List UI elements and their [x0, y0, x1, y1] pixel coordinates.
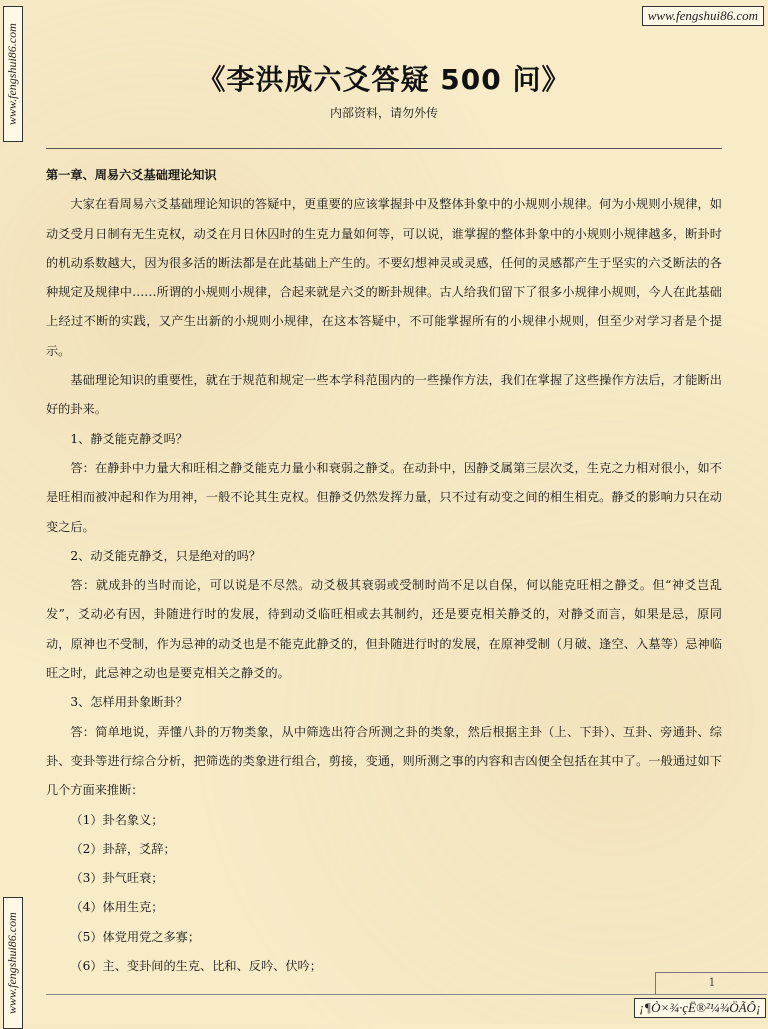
side-watermark-bottom: www.fengshui86.com [3, 897, 23, 1029]
body-paragraph: 答：简单地说，弄懂八卦的万物类象，从中筛选出符合所测之卦的类象，然后根据主卦（上、下卦）、互卦、旁通卦、综卦、变卦等进行综合分析，把筛选的类象进行组合，剪接，变通，则所测之事的内容和吉凶便全包括在其中了。一般通过如下几个方面来推断： [46, 724, 722, 798]
document-title: 《李洪成六爻答疑 500 问》 [197, 63, 571, 96]
footer-label: ¡¶Ò×¾·çË®²¼¾ÖÃÔ¡ [634, 998, 766, 1018]
body-paragraph: 大家在看周易六爻基础理论知识的答疑中，更重要的应该掌握卦中及整体卦象中的小规则小规律。何为小规则小规律，如动爻受月日制有无生克权，动爻在月日休囚时的生克力量如何等，可以说，谁掌握的整体卦象中的小规则小规律越多，断卦时的机动系数越大，因为很多活的断法都是在此基础上产生的。不要幻想神灵或灵感，任何的灵感都产生于坚实的六爻断法的各种规定及规律中……所谓的小规则小规律，合起来就是六爻的断卦规律。古人给我们留下了很多小规律小规则，今人在此基础上经过不断的实践，又产生出新的小规则小规律，在这本答疑中，不可能掌握所有的小规律小规则，但至少对学习者是个提示。 [46, 197, 722, 358]
body-paragraph: （4）体用生克； [70, 900, 164, 915]
site-url-top: www.fengshui86.com [642, 6, 764, 26]
body-paragraph: 答：在静卦中力量大和旺相之静爻能克力量小和衰弱之静爻。在动卦中，因静爻属第三层次爻，生克之力相对很小，如不是旺相而被冲起和作为用神，一般不论其生克权。但静爻仍然发挥力量，只不过有动变之间的相生相克。静爻的影响力只在动变之后。 [46, 460, 722, 534]
question-heading: 3、怎样用卦象断卦？ [70, 695, 188, 710]
body-paragraph: （6）主、变卦间的生克、比和、反吟、伏吟； [70, 959, 322, 974]
question-heading: 1、静爻能克静爻吗？ [70, 431, 188, 446]
question-heading: 2、动爻能克静爻，只是绝对的吗？ [70, 548, 261, 563]
document-subtitle: 内部资料，请勿外传 [329, 106, 438, 120]
header-divider [46, 148, 722, 149]
footer-divider [46, 994, 767, 995]
page-number: 1 [655, 972, 768, 995]
body-paragraph: （1）卦名象义； [70, 812, 164, 827]
body-paragraph: 基础理论知识的重要性，就在于规范和规定一些本学科范围内的一些操作方法，我们在掌握了这些操作方法后，才能断出好的卦来。 [46, 373, 722, 417]
body-paragraph: （2）卦辞，爻辞； [70, 841, 176, 856]
body-paragraph: （3）卦气旺衰； [70, 871, 164, 886]
body-paragraph: （5）体党用党之多寡； [70, 929, 201, 944]
body-paragraph: 答：就成卦的当时而论，可以说是不尽然。动爻极其衰弱或受制时尚不足以自保，何以能克旺相之静爻。但“神爻岂乱发”，爻动必有因，卦随进行时的发展，待到动爻临旺相或去其制约，还是要克相关静爻的，对静爻而言，如果是忌，原同动，原神也不受制，作为忌神的动爻也是不能克此静爻的，但卦随进行时的发展，在原神受制（月破、逢空、入墓等）忌神临旺之时，此忌神之动也是要克相关之静爻的。 [46, 578, 722, 681]
chapter-heading: 第一章、周易六爻基础理论知识 [46, 168, 217, 182]
document-body [46, 161, 722, 981]
side-watermark-top: www.fengshui86.com [3, 6, 23, 142]
